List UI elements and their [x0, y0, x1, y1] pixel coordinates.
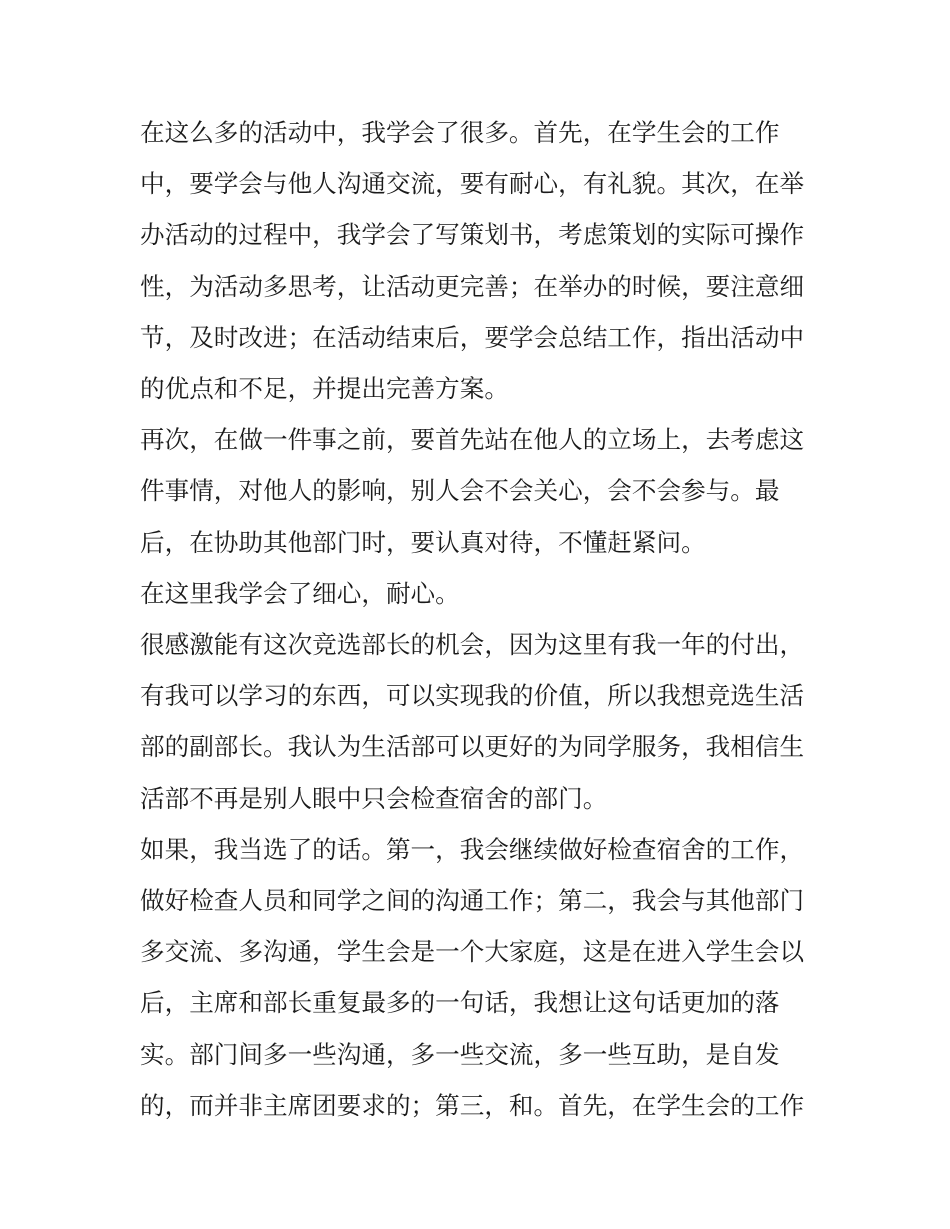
paragraph-plans: 如果，我当选了的话。第一，我会继续做好检查宿舍的工作，做好检查人员和同学之间的沟通工作；第二，我会与其他部门多交流、多沟通，学生会是一个大家庭，这是在进入学生会以后，主席和部长重复最多的一句话，我想让这句话更加的落实。部门间多一些沟通，多一些交流，多一些互助，是自发的，而并非主席团要求的；第三，和。首先，在学生会的工作: [140, 834, 805, 1120]
paragraph-carefulness: 在这里我学会了细心，耐心。: [140, 578, 460, 608]
paragraph-campaign-reason: 很感激能有这次竞选部长的机会，因为这里有我一年的付出，有我可以学习的东西，可以实现我的价值，所以我想竞选生活部的副部长。我认为生活部可以更好的为同学服务，我相信生活部不再是别人眼中只会检查宿舍的部门。: [140, 630, 805, 813]
paragraph-activities-learned: 在这么多的活动中，我学会了很多。首先，在学生会的工作中，要学会与他人沟通交流，要有耐心，有礼貌。其次，在举办活动的过程中，我学会了写策划书，考虑策划的实际可操作性，为活动多思考，让活动更完善；在举办的时候，要注意细节，及时改进；在活动结束后，要学会总结工作，指出活动中的优点和不足，并提出完善方案。: [140, 118, 805, 404]
body-text: [140, 107, 820, 1131]
paragraph-consider-others: 再次，在做一件事之前，要首先站在他人的立场上，去考虑这件事情，对他人的影响，别人会不会关心，会不会参与。最后，在协助其他部门时，要认真对待，不懂赶紧问。: [140, 425, 805, 557]
